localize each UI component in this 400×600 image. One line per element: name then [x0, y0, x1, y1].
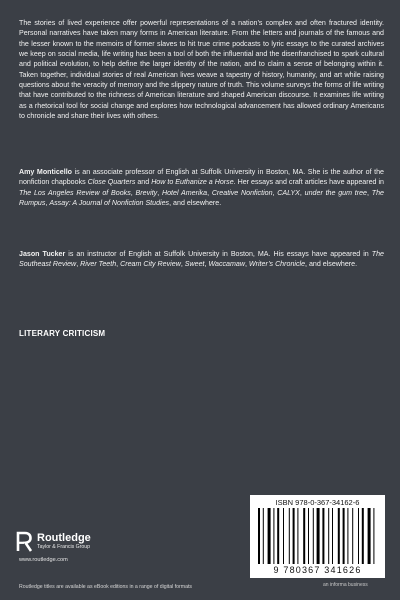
- bio-text: ,: [76, 260, 81, 269]
- publisher-logo: [16, 531, 91, 552]
- journal-title: Writer’s Chronicle: [248, 260, 306, 269]
- journal-title: River Teeth: [80, 260, 117, 269]
- description-blurb: The stories of lived experience offer powerful representations of a nation’s complex and often fractured identity. Personal narratives have taken many forms in American literature. From the letters and journals of the famous and the lesser known to the memoirs of former slaves to hit true crime podcasts to lyric essays to the curated archives we keep on social media, life writing has been a tool of both the influential and the disenfranchised to spark cultural and political evolution, to help define the larger identity of the nation, and to claim a sense of belonging within it. Taken together, individual stories of real American lives weave a tapestry of history, humanity, and art while raising questions about the veracity of memory and the slippery nature of truth. This volume surveys the forms of life writing that have contributed to the richness of American literature and shaped American discourse. It examines life writing as a rhetorical tool for social change and explores how technological advancement has allowed ordinary Americans to chronicle and share their lives with others.: [19, 19, 384, 121]
- bio-text: . Her essays and craft articles have appeared in: [233, 178, 384, 187]
- journal-title: CALYX: [277, 188, 300, 197]
- author-name: Amy Monticello: [19, 168, 73, 176]
- isbn-label: ISBN 978-0-367-34162-6: [275, 498, 360, 507]
- bio-text: ,: [157, 188, 162, 197]
- isbn-barcode: [250, 495, 385, 578]
- bio-text: , and elsewhere.: [305, 260, 358, 269]
- book-title: Close Quarters: [87, 178, 136, 187]
- publisher-name: Routledge: [37, 531, 91, 544]
- routledge-r-icon: [16, 531, 33, 552]
- journal-title: The Rumpus: [19, 188, 384, 208]
- bio-text: is an associate professor of English at Suffolk University in Boston, MA. She is the author of the nonfiction chapbooks: [19, 168, 385, 187]
- subject-category: LITERARY CRITICISM: [19, 329, 106, 338]
- journal-title: Sweet: [184, 260, 205, 269]
- book-title: How to Euthanize a Horse: [151, 178, 234, 187]
- barcode-bars: [258, 508, 377, 564]
- journal-title: Creative Nonfiction: [211, 188, 273, 197]
- publisher-website: www.routledge.com: [19, 557, 68, 563]
- bio-text: ,: [207, 188, 212, 197]
- bio-text: ,: [244, 260, 249, 269]
- journal-title: The Los Angeles Review of Books: [19, 188, 131, 197]
- barcode-digits: 9 780367 341626: [273, 565, 362, 575]
- bio-text: ,: [45, 199, 50, 208]
- bio-text: and: [135, 178, 152, 187]
- journal-title: under the gum tree: [304, 188, 368, 197]
- journal-title: The Southeast Review: [19, 250, 384, 269]
- publisher-group: Taylor & Francis Group: [37, 543, 91, 550]
- informa-tagline: an informa business: [323, 582, 368, 588]
- author-name: Jason Tucker: [19, 250, 66, 258]
- journal-title: Cream City Review: [120, 260, 181, 269]
- bio-text: ,: [367, 188, 372, 197]
- bio-text: is an instructor of English at Suffolk University in Boston, MA. His essays have appeared in: [65, 250, 372, 258]
- bio-text: ,: [130, 188, 136, 197]
- journal-title: Waccamaw: [208, 260, 245, 269]
- bio-text: ,: [204, 260, 209, 269]
- journal-title: Hotel Amerika: [161, 188, 208, 197]
- journal-title: Assay: A Journal of Nonfiction Studies: [49, 199, 170, 208]
- ebook-note: Routledge titles are available as eBook editions in a range of digital formats: [19, 584, 193, 590]
- author-bio-tucker: [19, 249, 384, 270]
- author-bio-monticello: [19, 167, 384, 208]
- bio-text: ,: [116, 260, 121, 269]
- bio-text: ,: [272, 188, 278, 197]
- bio-text: ,: [299, 188, 305, 197]
- journal-title: Brevity: [135, 188, 158, 197]
- bio-text: , and elsewhere.: [169, 199, 222, 208]
- bio-text: ,: [180, 260, 185, 269]
